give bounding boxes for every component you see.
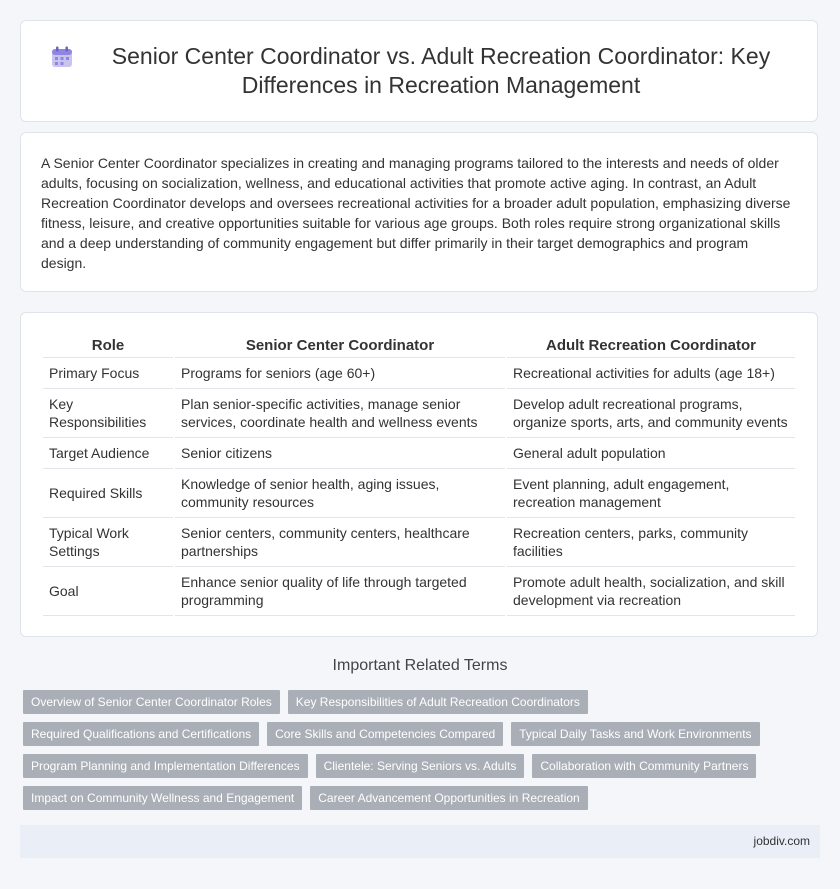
page-title: Senior Center Coordinator vs. Adult Recreation Coordinator: Key Differences in Recreation Management	[111, 43, 771, 98]
related-term-tag[interactable]: Career Advancement Opportunities in Recreation	[310, 786, 587, 810]
term-row	[23, 786, 823, 810]
adult-cell: General adult population	[507, 438, 795, 469]
adult-cell: Recreation centers, parks, community facilities	[507, 518, 795, 567]
calendar-icon	[51, 46, 73, 68]
row-label: Target Audience	[43, 438, 173, 469]
table-row	[43, 438, 795, 469]
term-row	[23, 690, 823, 714]
related-term-tag[interactable]: Overview of Senior Center Coordinator Roles	[23, 690, 280, 714]
header-role: Role	[43, 331, 173, 358]
adult-cell: Develop adult recreational programs, organize sports, arts, and community events	[507, 389, 795, 438]
row-label: Goal	[43, 567, 173, 616]
related-terms-heading: Important Related Terms	[332, 657, 508, 674]
senior-cell: Programs for seniors (age 60+)	[175, 358, 505, 389]
table-row	[43, 358, 795, 389]
related-term-tag[interactable]: Key Responsibilities of Adult Recreation Coordinators	[288, 690, 588, 714]
adult-cell: Recreational activities for adults (age 18+)	[507, 358, 795, 389]
related-terms	[23, 690, 823, 818]
senior-cell: Knowledge of senior health, aging issues, community resources	[175, 469, 505, 518]
related-term-tag[interactable]: Required Qualifications and Certifications	[23, 722, 259, 746]
senior-cell: Senior citizens	[175, 438, 505, 469]
related-term-tag[interactable]: Typical Daily Tasks and Work Environments	[511, 722, 759, 746]
related-term-tag[interactable]: Core Skills and Competencies Compared	[267, 722, 503, 746]
summary-card	[20, 132, 818, 292]
table-row	[43, 469, 795, 518]
table-row	[43, 567, 795, 616]
row-label: Key Responsibilities	[43, 389, 173, 438]
row-label: Primary Focus	[43, 358, 173, 389]
related-term-tag[interactable]: Program Planning and Implementation Differences	[23, 754, 308, 778]
title-card	[20, 20, 818, 122]
adult-cell: Event planning, adult engagement, recreation management	[507, 469, 795, 518]
footer-site[interactable]: jobdiv.com	[753, 834, 810, 848]
adult-cell: Promote adult health, socialization, and skill development via recreation	[507, 567, 795, 616]
senior-cell: Plan senior-specific activities, manage senior services, coordinate health and wellness events	[175, 389, 505, 438]
term-row	[23, 722, 823, 746]
comparison-table-card	[20, 312, 818, 637]
header-senior-center-coordinator: Senior Center Coordinator	[175, 331, 505, 358]
table-header-row	[43, 331, 795, 358]
related-term-tag[interactable]: Clientele: Serving Seniors vs. Adults	[316, 754, 525, 778]
row-label: Required Skills	[43, 469, 173, 518]
related-term-tag[interactable]: Impact on Community Wellness and Engagement	[23, 786, 302, 810]
row-label: Typical Work Settings	[43, 518, 173, 567]
comparison-table	[41, 331, 797, 616]
term-row	[23, 754, 823, 778]
table-row	[43, 518, 795, 567]
summary-text: A Senior Center Coordinator specializes in creating and managing programs tailored to the interests and needs of older adults, focusing on socialization, wellness, and educational activities that promote active aging. In contrast, an Adult Recreation Coordinator develops and oversees recreational activities for a broader adult population, emphasizing diverse fitness, leisure, and creative opportunities suitable for various age groups. Both roles require strong organizational skills and a deep understanding of community engagement but differ primarily in their target demographics and program design.	[41, 155, 791, 271]
senior-cell: Senior centers, community centers, healthcare partnerships	[175, 518, 505, 567]
footer	[20, 825, 820, 858]
related-term-tag[interactable]: Collaboration with Community Partners	[532, 754, 756, 778]
header-adult-recreation-coordinator: Adult Recreation Coordinator	[507, 331, 795, 358]
table-row	[43, 389, 795, 438]
senior-cell: Enhance senior quality of life through targeted programming	[175, 567, 505, 616]
